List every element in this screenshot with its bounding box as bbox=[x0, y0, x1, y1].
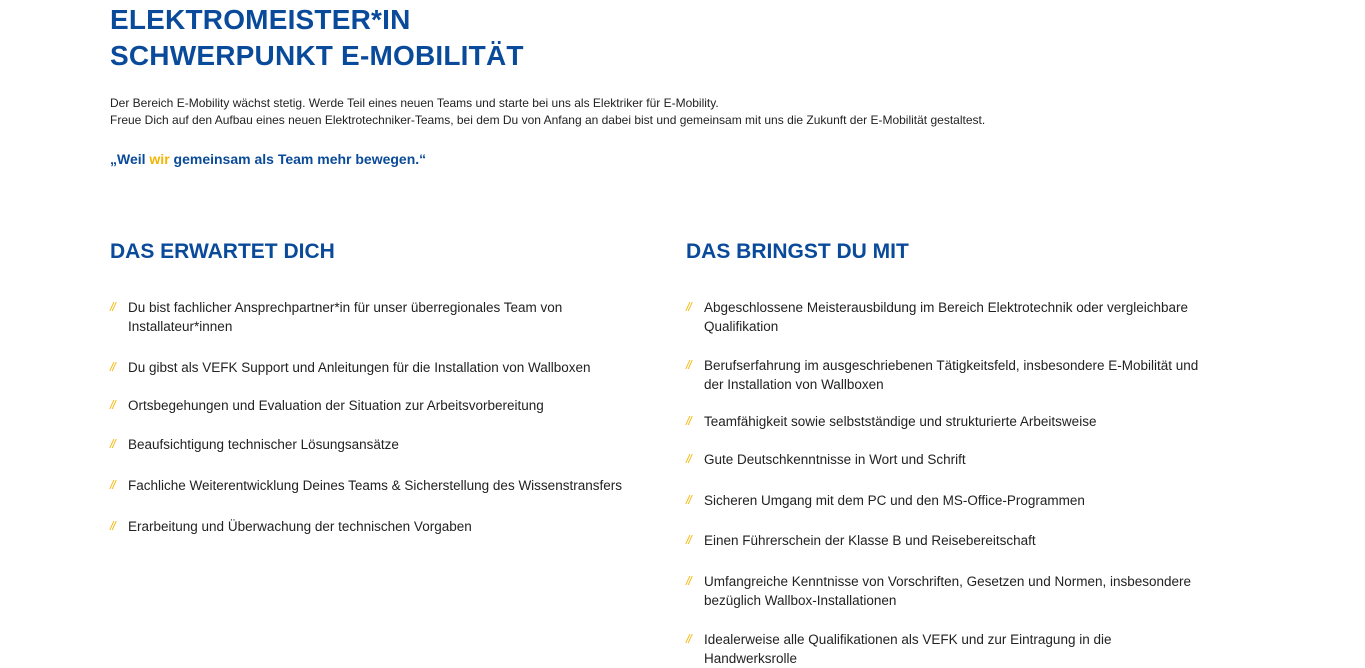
slogan-part-1: „Weil bbox=[110, 151, 150, 167]
bring-item bbox=[686, 630, 1206, 668]
list-marker: // bbox=[686, 452, 691, 466]
expect-heading: DAS ERWARTET DICH bbox=[110, 240, 335, 263]
list-marker: // bbox=[686, 300, 691, 314]
list-marker: // bbox=[110, 519, 115, 533]
intro-line-1: Der Bereich E-Mobility wächst stetig. Werde Teil eines neuen Teams und starte bei uns als Elektriker für E-Mobility. bbox=[110, 96, 719, 110]
expect-item-text: Du gibst als VEFK Support und Anleitungen für die Installation von Wallboxen bbox=[128, 360, 591, 375]
bring-heading: DAS BRINGST DU MIT bbox=[686, 240, 909, 263]
expect-item-text: Beaufsichtigung technischer Lösungsansätze bbox=[128, 437, 399, 452]
page-title bbox=[110, 2, 524, 74]
list-marker: // bbox=[110, 360, 115, 374]
bring-item bbox=[686, 412, 1206, 431]
bring-item-text: Einen Führerschein der Klasse B und Reisebereitschaft bbox=[704, 533, 1036, 548]
bring-item bbox=[686, 572, 1206, 610]
slogan-highlight: wir bbox=[149, 151, 170, 167]
list-marker: // bbox=[686, 358, 691, 372]
bring-item bbox=[686, 491, 1206, 510]
bring-item bbox=[686, 450, 1206, 469]
list-marker: // bbox=[686, 632, 691, 646]
slogan-part-2: gemeinsam als Team mehr bewegen.“ bbox=[169, 151, 427, 167]
list-marker: // bbox=[110, 437, 115, 451]
expect-item-text: Erarbeitung und Überwachung der technischen Vorgaben bbox=[128, 519, 472, 534]
bring-item-text: Sicheren Umgang mit dem PC und den MS-Office-Programmen bbox=[704, 493, 1085, 508]
bring-item-text: Idealerweise alle Qualifikationen als VEFK und zur Eintragung in die Handwerksrolle bbox=[704, 632, 1112, 666]
bring-item bbox=[686, 531, 1206, 550]
expect-item bbox=[110, 435, 630, 454]
list-marker: // bbox=[110, 398, 115, 412]
expect-item bbox=[110, 476, 630, 495]
intro-line-2: Freue Dich auf den Aufbau eines neuen Elektrotechniker-Teams, bei dem Du von Anfang an dabei bist und gemeinsam mit uns die Zukunft der E-Mobilität gestaltest. bbox=[110, 113, 986, 127]
expect-section bbox=[110, 238, 650, 534]
page-title-line-1: ELEKTROMEISTER*IN bbox=[110, 4, 411, 35]
bring-item-text: Abgeschlossene Meisterausbildung im Bereich Elektrotechnik oder vergleichbare Qualifikation bbox=[704, 300, 1189, 334]
expect-item bbox=[110, 517, 630, 536]
bring-item-text: Gute Deutschkenntnisse in Wort und Schrift bbox=[704, 452, 966, 467]
expect-item bbox=[110, 298, 630, 336]
list-marker: // bbox=[110, 478, 115, 492]
slogan bbox=[110, 150, 426, 168]
bring-section bbox=[686, 238, 1226, 666]
bring-item-text: Berufserfahrung im ausgeschriebenen Tätigkeitsfeld, insbesondere E-Mobilität und der Installation von Wallboxen bbox=[704, 358, 1199, 392]
bring-item bbox=[686, 356, 1206, 394]
list-marker: // bbox=[686, 493, 691, 507]
expect-item-text: Fachliche Weiterentwicklung Deines Teams & Sicherstellung des Wissenstransfers bbox=[128, 478, 622, 493]
expect-item bbox=[110, 358, 630, 377]
list-marker: // bbox=[686, 574, 691, 588]
intro-text bbox=[110, 95, 985, 129]
bring-item bbox=[686, 298, 1206, 336]
list-marker: // bbox=[110, 300, 115, 314]
bring-item-text: Umfangreiche Kenntnisse von Vorschriften, Gesetzen und Normen, insbesondere bezüglich Wallbox-Installationen bbox=[704, 574, 1192, 608]
list-marker: // bbox=[686, 414, 691, 428]
bring-item-text: Teamfähigkeit sowie selbstständige und strukturierte Arbeitsweise bbox=[704, 414, 1097, 429]
list-marker: // bbox=[686, 533, 691, 547]
expect-item-text: Du bist fachlicher Ansprechpartner*in für unser überregionales Team von Installateur*innen bbox=[128, 300, 563, 334]
expect-item-text: Ortsbegehungen und Evaluation der Situation zur Arbeitsvorbereitung bbox=[128, 398, 544, 413]
page-title-line-2: SCHWERPUNKT E-MOBILITÄT bbox=[110, 40, 524, 71]
expect-item bbox=[110, 396, 630, 415]
